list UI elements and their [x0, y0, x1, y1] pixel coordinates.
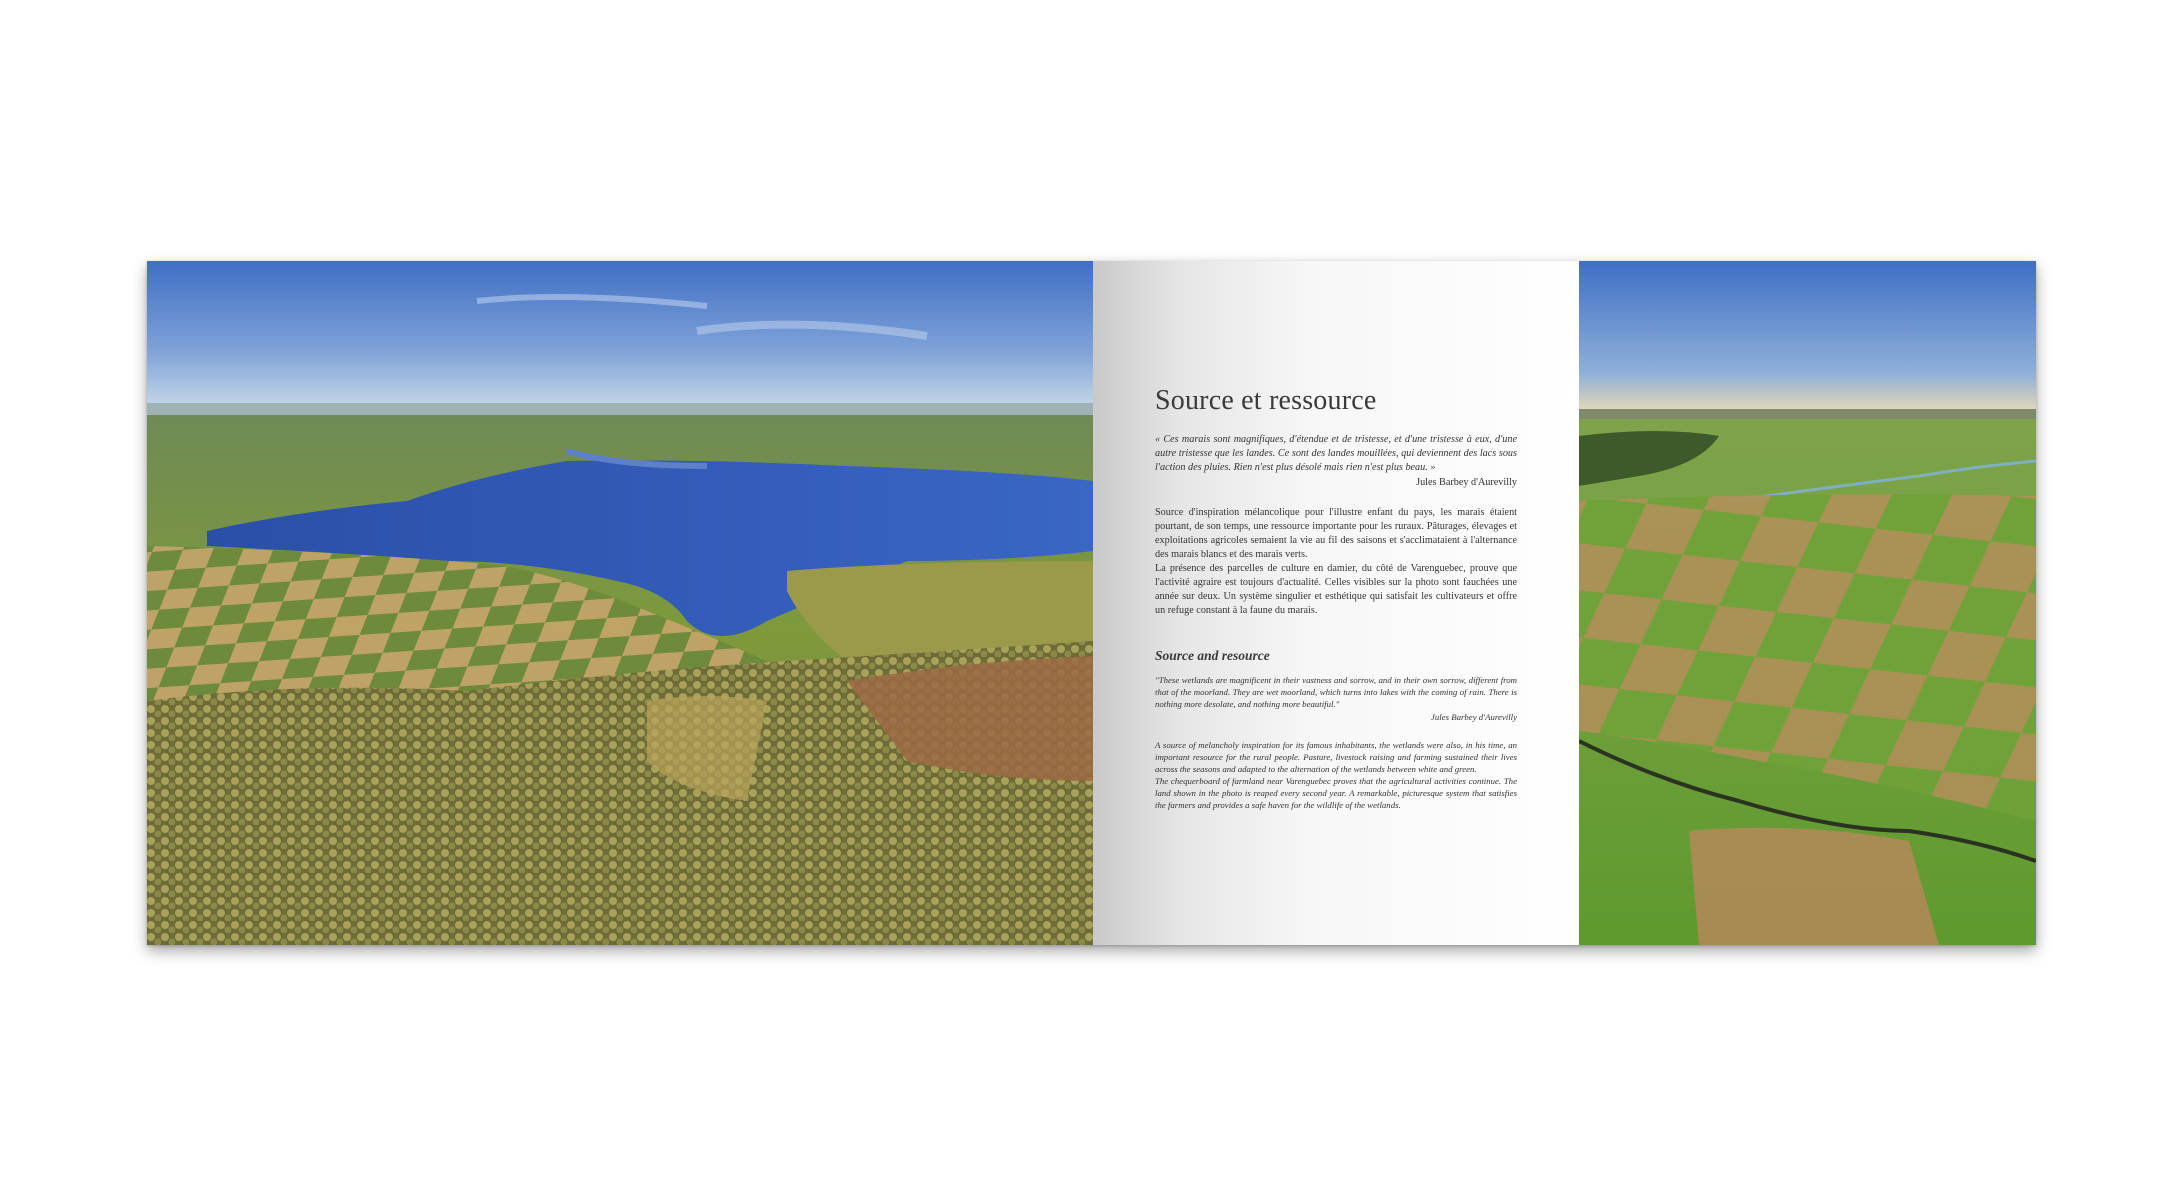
aerial-photo-checkerboard-fields: [1579, 261, 2036, 945]
page-title-fr: Source et ressource: [1155, 385, 1377, 416]
body-text-en: [1155, 739, 1517, 811]
quote-fr: « Ces marais sont magnifiques, d'étendue et de tristesse, et d'une tristesse à eux, d'une autre tristesse que les landes. Ce sont des landes mouillées, qui deviennent des lacs sous l'action des pluies. Rien n'est plus désolé mais rien n'est plus beau. »: [1155, 434, 1517, 473]
quote-author-fr: Jules Barbey d'Aurevilly: [1416, 477, 1517, 488]
page-title-en: Source and resource: [1155, 648, 1270, 663]
quote-author-en: Jules Barbey d'Aurevilly: [1430, 712, 1517, 722]
text-column: [1155, 385, 1517, 811]
book-spread: [147, 261, 2036, 945]
text-page: [1093, 261, 1579, 945]
checkerboard-fields-image: [1579, 261, 2036, 945]
body-text-fr: [1155, 506, 1517, 618]
body-fr-paragraph-1: Source d'inspiration mélancolique pour l'illustre enfant du pays, les marais étaient pourtant, de son temps, une ressource importante pour les ruraux. Pâturages, élevages et exploitations agricoles semaient la vie au fil des saisons et s'acclimataient à l'alternance des marais blancs et des marais verts.: [1155, 507, 1517, 560]
aerial-photo-flooded-marsh: [147, 261, 1093, 945]
body-fr-paragraph-2: La présence des parcelles de culture en damier, du côté de Varenguebec, prouve que l'activité agraire est toujours d'actualité. Celles visibles sur la photo sont fauchées une année sur deux. Un système singulier et esthétique qui satisfait les cultivateurs et offre un refuge constant à la faune du marais.: [1155, 563, 1517, 616]
body-en-paragraph-1: A source of melancholy inspiration for its famous inhabitants, the wetlands were also, in his time, an important resource for the rural people. Pasture, livestock raising and farming sustained their lives across the seasons and adapted to the alternation of the wetlands between white and green.: [1155, 740, 1517, 774]
body-en-paragraph-2: The chequerboard of farmland near Varenguebec proves that the agricultural activities continue. The land shown in the photo is reaped every second year. A remarkable, picturesque system that satisfies the farmers and provides a safe haven for the wildlife of the wetlands.: [1155, 776, 1517, 810]
marsh-landscape-image: [147, 261, 1093, 945]
quote-en: "These wetlands are magnificent in their vastness and sorrow, and in their own sorrow, different from that of the moorland. They are wet moorland, which turns into lakes with the coming of rain. There is nothing more desolate, and nothing more beautiful.": [1155, 675, 1517, 709]
